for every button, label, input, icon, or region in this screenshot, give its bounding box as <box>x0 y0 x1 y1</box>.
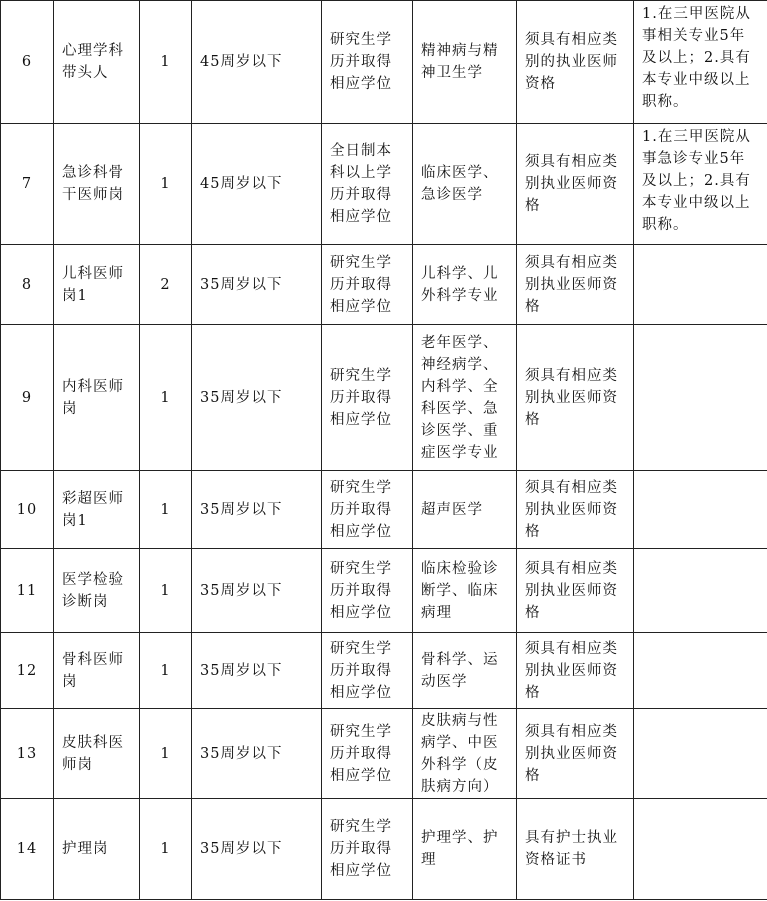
table-row <box>1 124 767 245</box>
other-requirement <box>634 799 767 900</box>
qualification-requirement: 须具有相应类别执业医师资格 <box>517 124 634 245</box>
other-requirement <box>634 245 767 325</box>
position-name: 急诊科骨干医师岗 <box>54 124 140 245</box>
major-requirement: 儿科学、儿外科学专业 <box>413 245 517 325</box>
major-requirement: 皮肤病与性病学、中医外科学（皮肤病方向） <box>413 709 517 799</box>
row-number: 9 <box>1 325 54 471</box>
table-row <box>1 245 767 325</box>
position-name: 内科医师岗 <box>54 325 140 471</box>
qualification-requirement: 须具有相应类别执业医师资格 <box>517 709 634 799</box>
age-requirement: 35周岁以下 <box>192 709 322 799</box>
hire-count: 1 <box>140 325 192 471</box>
position-name: 心理学科带头人 <box>54 1 140 124</box>
qualification-requirement: 须具有相应类别执业医师资格 <box>517 245 634 325</box>
row-number: 10 <box>1 471 54 549</box>
row-number: 8 <box>1 245 54 325</box>
position-name: 皮肤科医师岗 <box>54 709 140 799</box>
age-requirement: 35周岁以下 <box>192 633 322 709</box>
age-requirement: 35周岁以下 <box>192 799 322 900</box>
table-row <box>1 633 767 709</box>
major-requirement: 护理学、护理 <box>413 799 517 900</box>
age-requirement: 35周岁以下 <box>192 325 322 471</box>
education-requirement: 研究生学历并取得相应学位 <box>322 1 413 124</box>
row-number: 7 <box>1 124 54 245</box>
row-number: 12 <box>1 633 54 709</box>
row-number: 13 <box>1 709 54 799</box>
other-requirement <box>634 325 767 471</box>
row-number: 6 <box>1 1 54 124</box>
qualification-requirement: 须具有相应类别执业医师资格 <box>517 549 634 633</box>
major-requirement: 骨科学、运动医学 <box>413 633 517 709</box>
other-requirement: 1.在三甲医院从事急诊专业5年及以上；2.具有本专业中级以上职称。 <box>634 124 767 245</box>
table-row <box>1 799 767 900</box>
other-requirement: 1.在三甲医院从事相关专业5年及以上；2.具有本专业中级以上职称。 <box>634 1 767 124</box>
row-number: 14 <box>1 799 54 900</box>
hire-count: 1 <box>140 799 192 900</box>
position-name: 医学检验诊断岗 <box>54 549 140 633</box>
education-requirement: 研究生学历并取得相应学位 <box>322 709 413 799</box>
table-row <box>1 1 767 124</box>
education-requirement: 全日制本科以上学历并取得相应学位 <box>322 124 413 245</box>
major-requirement: 临床医学、急诊医学 <box>413 124 517 245</box>
hire-count: 1 <box>140 633 192 709</box>
hire-count: 1 <box>140 709 192 799</box>
position-name: 骨科医师岗 <box>54 633 140 709</box>
education-requirement: 研究生学历并取得相应学位 <box>322 799 413 900</box>
age-requirement: 45周岁以下 <box>192 1 322 124</box>
education-requirement: 研究生学历并取得相应学位 <box>322 549 413 633</box>
position-name: 护理岗 <box>54 799 140 900</box>
hire-count: 1 <box>140 1 192 124</box>
other-requirement <box>634 633 767 709</box>
education-requirement: 研究生学历并取得相应学位 <box>322 245 413 325</box>
major-requirement: 老年医学、神经病学、内科学、全科医学、急诊医学、重症医学专业 <box>413 325 517 471</box>
other-requirement <box>634 549 767 633</box>
table-row <box>1 709 767 799</box>
table-row <box>1 325 767 471</box>
qualification-requirement: 须具有相应类别执业医师资格 <box>517 633 634 709</box>
row-number: 11 <box>1 549 54 633</box>
education-requirement: 研究生学历并取得相应学位 <box>322 471 413 549</box>
hire-count: 2 <box>140 245 192 325</box>
major-requirement: 临床检验诊断学、临床病理 <box>413 549 517 633</box>
qualification-requirement: 须具有相应类别执业医师资格 <box>517 471 634 549</box>
position-name: 儿科医师岗1 <box>54 245 140 325</box>
other-requirement <box>634 709 767 799</box>
education-requirement: 研究生学历并取得相应学位 <box>322 633 413 709</box>
age-requirement: 45周岁以下 <box>192 124 322 245</box>
hire-count: 1 <box>140 549 192 633</box>
hire-count: 1 <box>140 124 192 245</box>
table-row <box>1 471 767 549</box>
qualification-requirement: 具有护士执业资格证书 <box>517 799 634 900</box>
qualification-requirement: 须具有相应类别执业医师资格 <box>517 325 634 471</box>
education-requirement: 研究生学历并取得相应学位 <box>322 325 413 471</box>
position-name: 彩超医师岗1 <box>54 471 140 549</box>
other-requirement <box>634 471 767 549</box>
qualification-requirement: 须具有相应类别的执业医师资格 <box>517 1 634 124</box>
age-requirement: 35周岁以下 <box>192 245 322 325</box>
age-requirement: 35周岁以下 <box>192 549 322 633</box>
age-requirement: 35周岁以下 <box>192 471 322 549</box>
hire-count: 1 <box>140 471 192 549</box>
major-requirement: 超声医学 <box>413 471 517 549</box>
table-row <box>1 549 767 633</box>
major-requirement: 精神病与精神卫生学 <box>413 1 517 124</box>
